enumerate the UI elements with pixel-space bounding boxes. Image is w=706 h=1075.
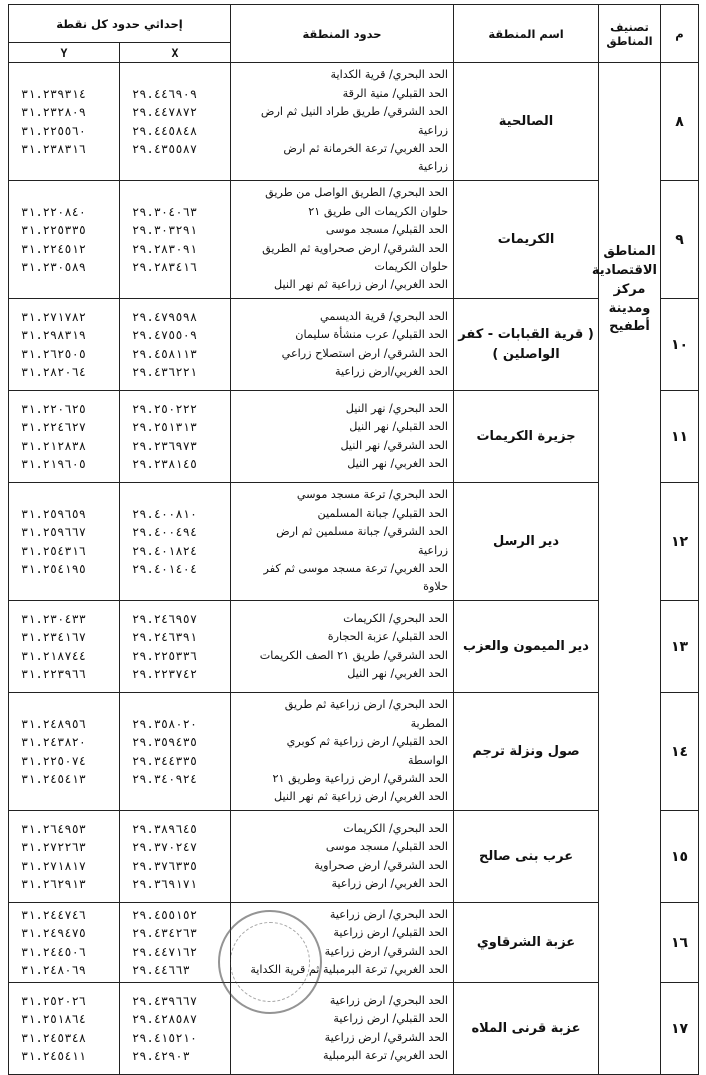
table-row [9,63,699,181]
row-index: ٩ [661,181,699,299]
table-row [9,483,699,601]
coord-x-value: ٢٩.٤٠١٨٢٤ [132,543,198,558]
bound-line: الحد القبلي/ عزبة الحجارة [327,630,449,644]
coord-y-value: ٣١.٢٢٤٦٢٧ [21,420,87,435]
coord-y-value: ٣١.٢١٨٧٤٤ [21,648,87,663]
bound-line: الحد الشرقي/ طريق ٢١ الصف الكريمات [259,648,449,662]
row-index: ١٠ [661,299,699,391]
coord-y [9,983,120,1075]
zone-name: عزبة قرنى الملاه [454,983,599,1075]
row-index: ١٧ [661,983,699,1075]
row-index: ١٣ [661,601,699,693]
coord-x-value: ٢٩.٤٧٥٥٠٩ [132,328,198,343]
bound-line: الحد الشرقي/ ارض صحراوية ثم الطريق [262,241,449,255]
coord-x [120,299,231,391]
coord-y-value: ٣١.٢٤٤٧٤٦ [21,907,87,922]
coord-y-value: ٣١.٢٥٩٦٥٩ [21,506,87,521]
coord-x-value: ٢٩.٣٧٠٢٤٧ [132,840,198,855]
bound-line: الحد البحري/ ارض زراعية [329,993,449,1007]
coord-y-value: ٣١.٢٥١٨٦٤ [21,1012,87,1027]
table-body [9,63,699,1075]
bound-line: الحد الغربي/ارض زراعية [334,364,449,378]
coord-x-value: ٢٩.٤٣٦٢٢١ [132,364,198,379]
bound-line: الحد الغربي/ نهر النيل [347,456,449,470]
zone-name: صول ونزلة ترجم [454,693,599,811]
coord-y-value: ٣١.٢٦٢٥٠٥ [21,346,87,361]
bound-line: الحد البحري/ ترعة مسجد موسي [296,488,449,502]
bound-line: الحد البحري/ نهر النيل [345,401,449,415]
coord-x-value: ٢٩.٣٦٩١٧١ [132,876,198,891]
coord-x-value: ٢٩.٣٤٤٣٣٥ [132,753,198,768]
table-row [9,299,699,391]
row-index: ١٤ [661,693,699,811]
table-row [9,601,699,693]
table-row [9,983,699,1075]
coord-y-value: ٣١.٢٢٠٨٤٠ [21,204,87,219]
coord-x-value: ٢٩.٣٥٩٤٣٥ [132,735,198,750]
coord-x-value: ٢٩.٤٣٥٥٨٧ [132,141,198,156]
zone-bounds [231,983,454,1075]
bound-line: الحد البحري/ الكريمات [343,821,449,835]
bound-line: حلوان الكريمات الى طريق ٢١ [308,204,449,218]
zone-name: ( قرية القبابات - كفر الواصلين ) [454,299,599,391]
bound-line: الحد القبلي/ ارض زراعية ثم كوبري [286,735,449,749]
bound-line: الحد البحري/ ارض زراعية [329,907,449,921]
coord-y-value: ٣١.٢٢٤٥١٢ [21,241,87,256]
zone-bounds [231,391,454,483]
coord-x [120,811,231,903]
zone-name: الصالحية [454,63,599,181]
coord-x-value: ٢٩.٣٠٤٠٦٣ [132,204,198,219]
bound-line: الحد الغربي/ ترعة البرمبلية [322,1048,449,1062]
coord-y-value: ٣١.٢١٢٨٣٨ [21,438,87,453]
coord-x-value: ٢٩.٤٤٧٨٧٢ [132,105,198,120]
bound-line: الحد الغربي/ ترعة البرمبلية ثم قرية الكداية [250,962,449,976]
bound-line: الحد الشرقي/ نهر النيل [340,438,449,452]
zone-name: عزبة الشرقاوي [454,903,599,983]
coord-x-value: ٢٩.٢٢٣٧٤٢ [132,666,198,681]
bound-line: الحد القبلي/ ارض زراعية [333,1012,449,1026]
coord-x [120,391,231,483]
coord-y-value: ٣١.٢٨٢٠٦٤ [21,364,87,379]
bound-line: الحد القبلي/ عرب منشأة سليمان [295,328,449,342]
bound-line: الحد القبلي/ ارض زراعية [333,926,449,940]
zone-name: الكريمات [454,181,599,299]
coord-y [9,483,120,601]
bound-line: الحد البحري/ ارض زراعية ثم طريق [284,698,449,712]
bound-line: المطربة [410,716,449,730]
coord-y-value: ٣١.٢٦٤٩٥٣ [21,821,87,836]
coord-y-value: ٣١.٢١٩٦٠٥ [21,456,87,471]
coord-y [9,391,120,483]
bound-line: الحد البحري/ قرية الكداية [330,68,449,82]
coord-x [120,63,231,181]
coord-y-value: ٣١.٢٦٢٩١٣ [21,876,87,891]
bound-line: الحد الغربي/ ترعة الخرمانة ثم ارض [283,141,449,155]
coord-y [9,903,120,983]
zone-bounds [231,601,454,693]
coord-y-value: ٣١.٢٤٨٩٥٦ [21,716,87,731]
coord-y-value: ٣١.٢٢٣٩٦٦ [21,666,87,681]
coord-y-value: ٣١.٢٢٥٥٦٠ [21,123,87,138]
coord-x-value: ٢٩.٢٢٥٣٣٦ [132,648,198,663]
zones-table [8,4,699,1075]
row-index: ٨ [661,63,699,181]
bound-line: زراعية [418,123,449,137]
coord-y [9,811,120,903]
coord-y-value: ٣١.٢٣٨٣١٦ [21,141,87,156]
bound-line: الحد الشرقي/ ارض صحراوية [314,858,449,872]
coord-x-value: ٢٩.٣٥٨٠٢٠ [132,716,198,731]
coord-x [120,601,231,693]
coord-x-value: ٢٩.٤٣٩٦٦٧ [132,993,198,1008]
table-row [9,903,699,983]
coord-x-value: ٢٩.٤٤٦٩٠٩ [132,86,198,101]
coord-x-value: ٢٩.٣٧٦٣٣٥ [132,858,198,873]
coord-x-value: ٢٩.٢٨٣٠٩١ [132,241,198,256]
coord-x-value: ٢٩.٤٤٦٦٣ [132,962,190,977]
coord-x-value: ٢٩.٤٢٩٠٣ [132,1048,190,1063]
coord-y-value: ٣١.٢٣٠٤٣٣ [21,611,87,626]
coord-y-value: ٣١.٢٣٩٣١٤ [21,86,87,101]
coord-x-value: ٢٩.٣٠٣٢٩١ [132,223,198,238]
header-classification: تصنيف المناطق [599,5,661,63]
zone-bounds [231,693,454,811]
classification-cell: المناطق الاقتصادية مركز ومدينة أطفيح [599,63,661,1075]
coord-x-value: ٢٩.٤٤٥٨٤٨ [132,123,198,138]
coord-y-value: ٣١.٢٣٢٨٠٩ [21,105,87,120]
coord-y [9,63,120,181]
coord-x [120,181,231,299]
coord-x [120,903,231,983]
bound-line: الحد القبلي/ جبانة المسلمين [317,506,449,520]
coord-y-value: ٣١.٢٥٤١٩٥ [21,561,87,576]
zone-bounds [231,299,454,391]
bound-line: الواسطة [408,753,449,767]
row-index: ١١ [661,391,699,483]
bound-line: الحد القبلي/ منية الرقة [342,86,449,100]
bound-line: الحد الشرقي/ ارض زراعية وطريق ٢١ [272,771,449,785]
coord-y-value: ٣١.٢٤٤٥٠٦ [21,944,87,959]
header-zone-name: اسم المنطقة [454,5,599,63]
coord-y-value: ٣١.٢٤٥٤١٣ [21,771,87,786]
coord-x-value: ٢٩.٤٢٨٥٨٧ [132,1012,198,1027]
coord-x-value: ٢٩.٢٥٠٢٢٢ [132,401,198,416]
coord-x-value: ٢٩.٤٣٤٢٦٣ [132,926,198,941]
bound-line: الحد الشرقي/ ارض استصلاح زراعي [281,346,449,360]
bound-line: حلوان الكريمات [374,259,449,273]
bound-line: الحد البحري/ الطريق الواصل من طريق [265,186,449,200]
coord-x-value: ٢٩.٢٥١٣١٣ [132,420,198,435]
coord-y [9,181,120,299]
zone-bounds [231,811,454,903]
coord-x-value: ٢٩.٢٨٣٤١٦ [132,259,198,274]
bound-line: حلاوة [423,580,449,594]
table-row [9,391,699,483]
bound-line: زراعية [418,160,449,174]
coord-x-value: ٢٩.٤٧٩٥٩٨ [132,309,198,324]
coord-x-value: ٢٩.٣٤٠٩٢٤ [132,771,198,786]
bound-line: الحد الغربي/ ارض زراعية ثم نهر النيل [274,278,449,292]
coord-x-value: ٢٩.٢٣٨١٤٥ [132,456,198,471]
coord-y-value: ٣١.٢٧١٨١٧ [21,858,87,873]
coord-y-value: ٣١.٢٢٥٠٧٤ [21,753,87,768]
bound-line: الحد القبلي/ مسجد موسى [325,223,449,237]
coord-x [120,693,231,811]
zone-bounds [231,63,454,181]
coord-x-value: ٢٩.٤٠٠٤٩٤ [132,525,198,540]
coord-y [9,693,120,811]
table-row [9,811,699,903]
bound-line: الحد البحري/ قرية الديسمي [320,309,449,323]
coord-y-value: ٣١.٢٣٠٥٨٩ [21,259,87,274]
coord-y-value: ٣١.٢٥٩٦٦٧ [21,525,87,540]
zone-name: دير الرسل [454,483,599,601]
zone-name: عرب بنى صالح [454,811,599,903]
coord-y-value: ٣١.٢٤٩٤٧٥ [21,926,87,941]
coord-y-value: ٣١.٢٥٤٣١٦ [21,543,87,558]
bound-line: الحد الغربي/ ارض زراعية [331,876,449,890]
bound-line: الحد الشرقي/ ارض زراعية [324,944,449,958]
bound-line: الحد البحري/ الكريمات [343,611,449,625]
header-index: م [661,5,699,63]
bound-line: زراعية [418,543,449,557]
bound-line: الحد الشرقي/ ارض زراعية [324,1030,449,1044]
row-index: ١٢ [661,483,699,601]
coord-x-value: ٢٩.٤١٥٢١٠ [132,1030,198,1045]
bound-line: الحد الغربي/ نهر النيل [347,666,449,680]
header-x: X [120,43,231,63]
coord-y-value: ٣١.٢٧١٧٨٢ [21,309,87,324]
coord-y-value: ٣١.٢٧٢٢٦٣ [21,840,87,855]
coord-x-value: ٢٩.٣٨٩٦٤٥ [132,821,198,836]
coord-y-value: ٣١.٢٥٢٠٢٦ [21,993,87,1008]
coord-y [9,601,120,693]
row-index: ١٥ [661,811,699,903]
document-page [8,4,698,1075]
coord-y [9,299,120,391]
coord-y-value: ٣١.٢٢٥٣٣٥ [21,223,87,238]
bound-line: الحد الشرقي/ طريق طراد النيل ثم ارض [260,105,449,119]
coord-x-value: ٢٩.٤٥٥١٥٢ [132,907,198,922]
coord-y-value: ٣١.٢٤٣٨٢٠ [21,735,87,750]
coord-x-value: ٢٩.٤٠٠٨١٠ [132,506,198,521]
coord-y-value: ٣١.٢٤٥٣٤٨ [21,1030,87,1045]
header-zone-bounds: حدود المنطقة [231,5,454,63]
row-index: ١٦ [661,903,699,983]
zone-name: دير الميمون والعزب [454,601,599,693]
coord-y-value: ٣١.٢٤٥٤١١ [21,1048,87,1063]
coord-y-value: ٣١.٢٣٤١٦٧ [21,630,87,645]
zone-bounds [231,181,454,299]
coord-x-value: ٢٩.٤٠١٤٠٤ [132,561,198,576]
coord-x [120,483,231,601]
bound-line: الحد الشرقي/ جبانة مسلمين ثم ارض [276,525,449,539]
coord-y-value: ٣١.٢٤٨٠٦٩ [21,962,87,977]
header-y: Y [9,43,120,63]
table-row [9,181,699,299]
coord-x-value: ٢٩.٢٣٦٩٧٣ [132,438,198,453]
coord-x-value: ٢٩.٢٤٦٩٥٧ [132,611,198,626]
zone-bounds [231,483,454,601]
bound-line: الحد القبلي/ نهر النيل [349,420,449,434]
coord-x [120,983,231,1075]
zone-bounds [231,903,454,983]
table-row [9,693,699,811]
coord-y-value: ٣١.٢٩٨٣١٩ [21,328,87,343]
coord-x-value: ٢٩.٢٤٦٣٩١ [132,630,198,645]
header-coordinates: إحداثي حدود كل نقطة [9,5,231,43]
zone-name: جزيرة الكريمات [454,391,599,483]
coord-y-value: ٣١.٢٢٠٦٢٥ [21,401,87,416]
bound-line: الحد الغربي/ ارض زراعية ثم نهر النيل [274,790,449,804]
coord-x-value: ٢٩.٤٤٧١٦٢ [132,944,198,959]
coord-x-value: ٢٩.٤٥٨١١٣ [132,346,198,361]
bound-line: الحد القبلي/ مسجد موسى [325,840,449,854]
bound-line: الحد الغربي/ ترعة مسجد موسى ثم كفر [263,561,449,575]
